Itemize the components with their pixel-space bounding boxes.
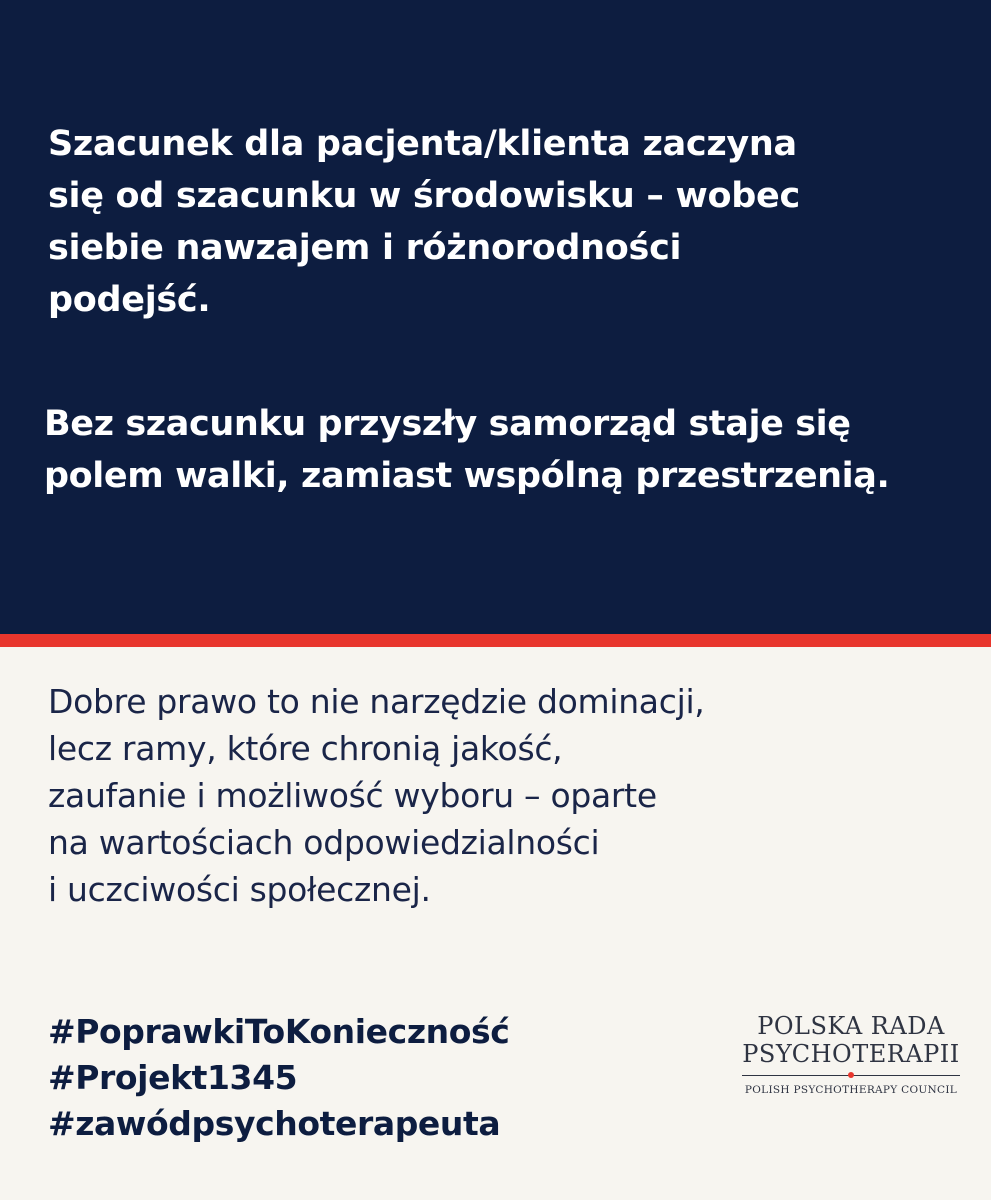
hashtag-poprawki[interactable]: #PoprawkiToKonieczność — [48, 1012, 510, 1051]
council-logo — [742, 1012, 960, 1098]
hashtag-list — [48, 1009, 688, 1147]
hashtag-projekt[interactable]: #Projekt1345 — [48, 1058, 298, 1097]
headline-self-government: Bez szacunku przyszły samorząd staje się polem walki, zamiast wspólną przestrzenią. — [44, 404, 890, 496]
headline-respect: Szacunek dla pacjenta/klienta zaczyna się od szacunku w środowisku – wobec siebie nawzajem i różnorodności podejść. — [48, 124, 800, 320]
logo-line-2: PSYCHOTERAPII — [742, 1040, 960, 1068]
logo-red-dot-icon — [848, 1072, 854, 1078]
logo-subtitle: POLISH PSYCHOTHERAPY COUNCIL — [744, 1084, 958, 1096]
logo-separator — [742, 1070, 960, 1082]
logo-line-1: POLSKA RADA — [757, 1012, 945, 1040]
hashtag-zawod[interactable]: #zawódpsychoterapeuta — [48, 1104, 501, 1143]
red-divider — [0, 634, 991, 647]
body-text: Dobre prawo to nie narzędzie dominacji, lecz ramy, które chronią jakość, zaufanie i możliwość wyboru – oparte na wartościach odpowiedzialności i uczciwości społecznej. — [48, 682, 705, 909]
